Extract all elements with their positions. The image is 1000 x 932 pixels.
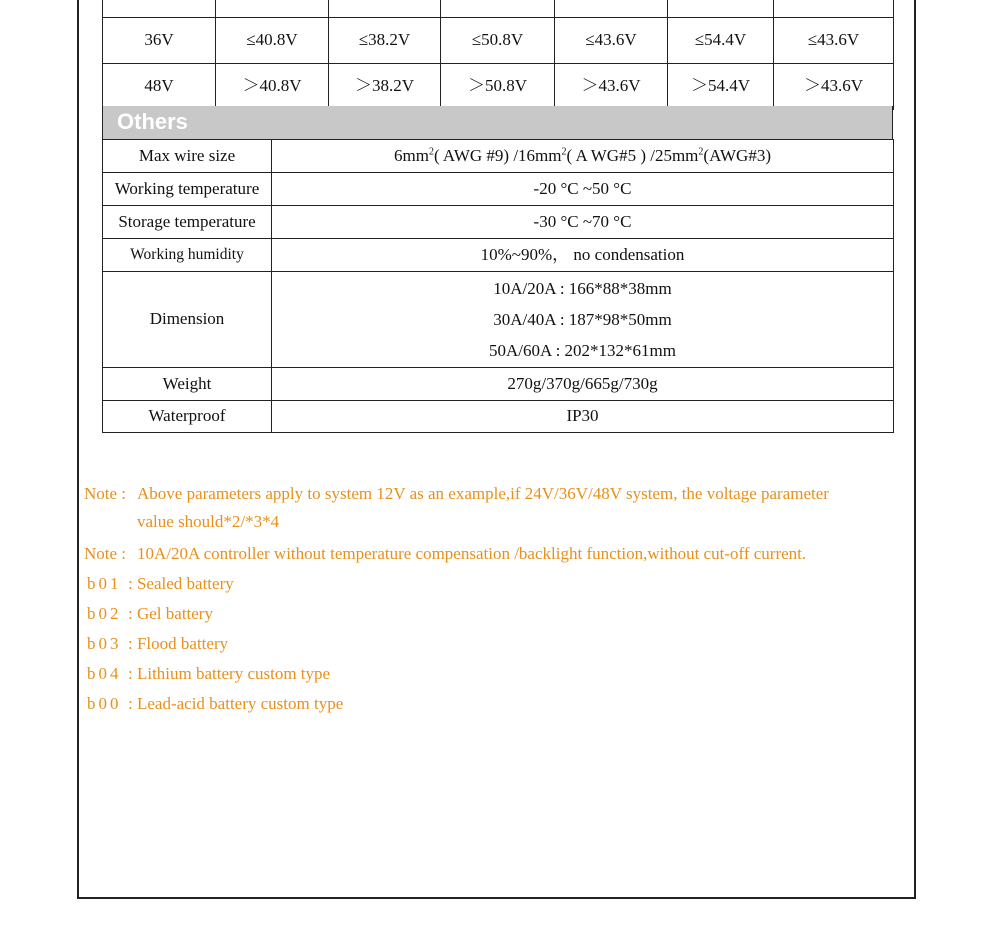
note-prefix: Note : bbox=[84, 544, 127, 563]
spec-value-dimension bbox=[272, 272, 894, 368]
battery-code: b03 bbox=[87, 634, 122, 653]
others-section-title: Others bbox=[117, 109, 188, 134]
battery-code: b04 bbox=[87, 664, 122, 683]
spec-label: Dimension bbox=[103, 272, 272, 368]
battery-code-text: : Sealed battery bbox=[128, 574, 234, 593]
voltage-cell: ≤50.8V bbox=[441, 18, 555, 64]
spec-label: Working humidity bbox=[103, 239, 272, 272]
note-line bbox=[84, 484, 829, 504]
voltage-cell: ＞38.2V bbox=[329, 64, 441, 110]
voltage-cell: ＞43.6V bbox=[774, 64, 894, 110]
spec-row-storage-temperature bbox=[103, 206, 894, 239]
spec-value: IP30 bbox=[272, 401, 894, 433]
others-section-header bbox=[102, 106, 893, 139]
spec-row-weight bbox=[103, 368, 894, 401]
spec-row-working-humidity bbox=[103, 239, 894, 272]
spec-label: Waterproof bbox=[103, 401, 272, 433]
spec-value: 10%~90%， no condensation bbox=[272, 239, 894, 272]
spec-value: -20 °C ~50 °C bbox=[272, 173, 894, 206]
page-border-right bbox=[914, 0, 916, 899]
dimension-line: 50A/60A : 202*132*61mm bbox=[488, 341, 676, 360]
others-spec-table bbox=[102, 139, 894, 433]
spec-label: Storage temperature bbox=[103, 206, 272, 239]
system-voltage-cell: 48V bbox=[103, 64, 216, 110]
voltage-table bbox=[102, 0, 894, 110]
voltage-row-48v bbox=[103, 64, 894, 110]
battery-code-text: : Gel battery bbox=[128, 604, 213, 623]
voltage-table-cut-row bbox=[103, 0, 894, 18]
spec-label: Max wire size bbox=[103, 140, 272, 173]
note-text: Above parameters apply to system 12V as an example,if 24V/36V/48V system, the voltage parameter bbox=[137, 484, 829, 503]
battery-code-text: : Lead-acid battery custom type bbox=[128, 694, 344, 713]
spec-row-waterproof bbox=[103, 401, 894, 433]
voltage-row-36v bbox=[103, 18, 894, 64]
spec-row-dimension bbox=[103, 272, 894, 368]
voltage-cell: ≤43.6V bbox=[555, 18, 668, 64]
spec-value-wire-size: $6mm^2$( AWG #9) $/16mm^2$( A WG#5 ) $/25mm^2(AWG\#3)$ bbox=[272, 140, 894, 173]
spec-row-wire-size bbox=[103, 140, 894, 173]
dimension-line: 10A/20A : 166*88*38mm bbox=[493, 279, 672, 298]
voltage-cell: ＞50.8V bbox=[441, 64, 555, 110]
battery-code-text: : Flood battery bbox=[128, 634, 229, 653]
system-voltage-cell: 36V bbox=[103, 18, 216, 64]
voltage-cell: ＞43.6V bbox=[555, 64, 668, 110]
battery-code: b00 bbox=[87, 694, 122, 713]
voltage-cell: ≤43.6V bbox=[774, 18, 894, 64]
spec-row-working-temperature bbox=[103, 173, 894, 206]
battery-code-item bbox=[87, 664, 330, 684]
spec-value: 270g/370g/665g/730g bbox=[272, 368, 894, 401]
battery-code: b02 bbox=[87, 604, 122, 623]
battery-code-item bbox=[87, 694, 343, 714]
voltage-cell: ≤38.2V bbox=[329, 18, 441, 64]
battery-code: b01 bbox=[87, 574, 122, 593]
voltage-cell: ＞54.4V bbox=[668, 64, 774, 110]
note-prefix: Note : bbox=[84, 484, 127, 503]
voltage-cell: ＞40.8V bbox=[216, 64, 329, 110]
spec-label: Working temperature bbox=[103, 173, 272, 206]
note-line bbox=[84, 512, 279, 532]
note-text: value should*2/*3*4 bbox=[137, 512, 280, 531]
battery-code-item bbox=[87, 604, 213, 624]
battery-code-text: : Lithium battery custom type bbox=[128, 664, 331, 683]
note-line bbox=[84, 544, 806, 564]
spec-label: Weight bbox=[103, 368, 272, 401]
note-text: 10A/20A controller without temperature compensation /backlight function,without cut-off current. bbox=[137, 544, 807, 563]
dimension-line: 30A/40A : 187*98*50mm bbox=[493, 310, 672, 329]
battery-code-item bbox=[87, 574, 234, 594]
page-border-left bbox=[77, 0, 79, 899]
spec-value: -30 °C ~70 °C bbox=[272, 206, 894, 239]
voltage-cell: ≤40.8V bbox=[216, 18, 329, 64]
voltage-cell: ≤54.4V bbox=[668, 18, 774, 64]
page-border-bottom bbox=[77, 897, 916, 899]
battery-code-item bbox=[87, 634, 228, 654]
